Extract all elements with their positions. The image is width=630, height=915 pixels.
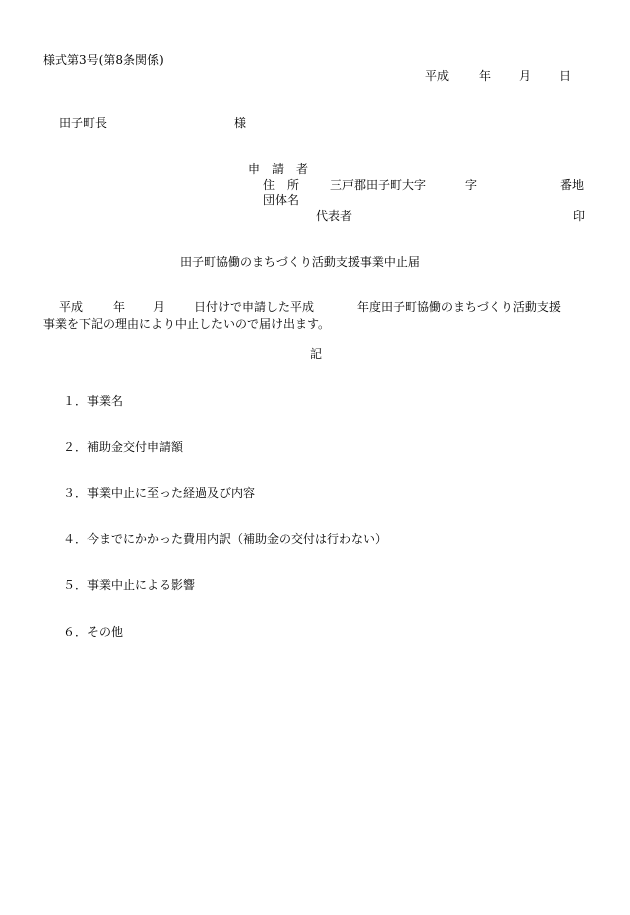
ki-mark: 記 bbox=[310, 347, 323, 361]
list-item: ３．事業中止に至った経過及び内容 bbox=[63, 486, 256, 500]
organization-label: 団体名 bbox=[263, 193, 300, 207]
address-value: 三戸郡田子町大字 bbox=[330, 178, 427, 192]
date-era: 平成 bbox=[425, 69, 450, 83]
document-title: 田子町協働のまちづくり活動支援事業中止届 bbox=[180, 255, 420, 269]
representative-label: 代表者 bbox=[316, 209, 353, 223]
addressee-honorific: 様 bbox=[234, 116, 247, 130]
list-item: ６．その他 bbox=[63, 625, 124, 639]
date-month: 月 bbox=[519, 69, 532, 83]
date-year: 年 bbox=[479, 69, 492, 83]
list-item: ２．補助金交付申請額 bbox=[63, 440, 184, 454]
form-number: 様式第3号(第8条関係) bbox=[43, 53, 164, 67]
address-label: 住 所 bbox=[263, 178, 300, 192]
address-aza: 字 bbox=[465, 178, 478, 192]
addressee-name: 田子町長 bbox=[59, 116, 108, 130]
body-era1: 平成 bbox=[59, 300, 84, 314]
body-rest: 年度田子町協働のまちづくり活動支援 bbox=[357, 300, 561, 314]
list-item: １．事業名 bbox=[63, 394, 124, 408]
list-item: ５．事業中止による影響 bbox=[63, 578, 196, 592]
seal-mark: 印 bbox=[573, 209, 586, 223]
body-day-text: 日付けで申請した平成 bbox=[194, 300, 315, 314]
body-month1: 月 bbox=[153, 300, 166, 314]
body-line2: 事業を下記の理由により中止したいので届け出ます。 bbox=[43, 317, 331, 331]
list-item: ４．今までにかかった費用内訳（補助金の交付は行わない） bbox=[63, 532, 388, 546]
body-year1: 年 bbox=[113, 300, 126, 314]
date-day: 日 bbox=[559, 69, 572, 83]
address-banchi: 番地 bbox=[560, 178, 585, 192]
applicant-heading: 申 請 者 bbox=[248, 162, 309, 176]
